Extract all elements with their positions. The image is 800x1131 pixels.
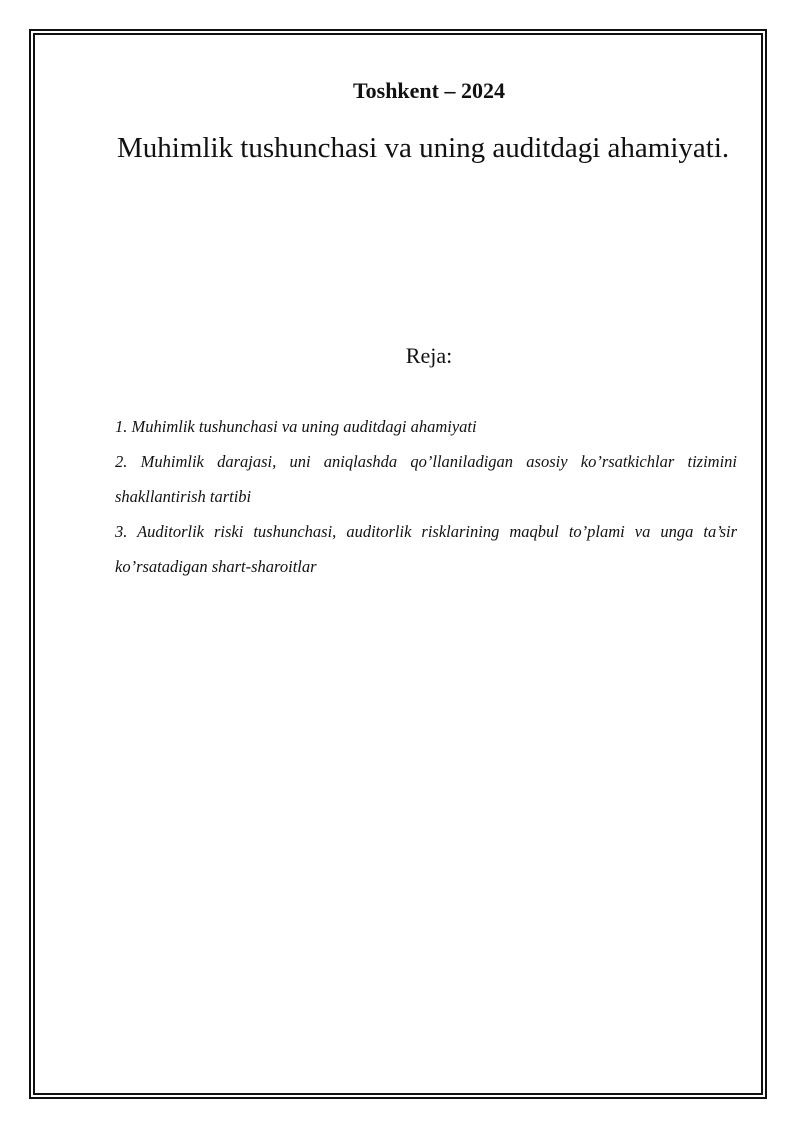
plan-item-3: 3. Auditorlik riski tushunchasi, auditorlik risklarining maqbul to’plami va unga ta’sir ko’rsatadigan shart-sharoitlar bbox=[115, 522, 737, 576]
plan-item-2: 2. Muhimlik darajasi, uni aniqlashda qo’llaniladigan asosiy ko’rsatkichlar tizimini shakllantirish tartibi bbox=[115, 452, 737, 506]
plan-item-1: 1. Muhimlik tushunchasi va uning auditdagi ahamiyati bbox=[115, 417, 477, 436]
plan-heading: Reja: bbox=[405, 343, 453, 368]
document-title: Muhimlik tushunchasi va uning auditdagi ahamiyati. bbox=[117, 132, 730, 164]
plan-list bbox=[115, 410, 737, 584]
city-year-heading: Toshkent – 2024 bbox=[352, 78, 505, 103]
